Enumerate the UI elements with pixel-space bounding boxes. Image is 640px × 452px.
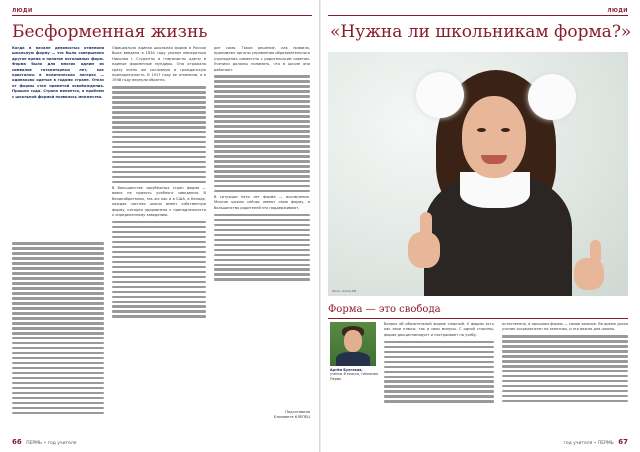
text-line [214,273,310,275]
text-line [12,412,104,414]
text-line [384,385,494,387]
text-line [12,377,104,379]
left-footer [12,438,77,446]
text-line [214,130,310,132]
text-line [214,85,310,87]
text-line [384,376,494,378]
portrait-caption [330,368,378,381]
text-line [214,155,310,157]
text-line [214,145,310,147]
text-line [12,252,104,254]
text-line [12,312,104,314]
text-line [112,176,206,178]
text-line [214,160,310,162]
right-header-rule [328,15,628,16]
text-line [214,105,310,107]
left-header-rule [12,15,312,16]
text-line [112,116,206,118]
text-line [112,231,206,233]
text-line [112,276,206,278]
text-line [12,357,104,359]
text-line [214,259,310,261]
text-line [214,120,310,122]
right-column-2-paragraph: естественно, в прошлом форма — самое важное. Во время урока ученик сосредоточен на занятиях, и это важно для школы. [502,322,628,332]
text-line [214,135,310,137]
text-line [112,271,206,273]
text-line [214,214,310,216]
text-line [384,351,494,353]
text-line [384,366,494,368]
text-line [12,262,104,264]
text-line [214,254,310,256]
text-line [112,101,206,103]
text-line [12,337,104,339]
left-column-1-filler [12,240,104,430]
text-line [384,395,494,397]
byline-label: Подготовила [285,410,310,414]
text-line [112,141,206,143]
text-line [214,100,310,102]
text-line [12,277,104,279]
right-subhead: Форма — это свобода [328,304,441,315]
byline [230,410,310,419]
text-line [214,249,310,251]
text-line [112,296,206,298]
column-2-paragraph-2: В большинстве зарубежных стран форма — вовсе не прихоть учебного заведения. В Великобритании, так же как и в США, в Канаде, каждая частная школа имеет собственную форму, которая приравнена к принадлежности к определенному заведению. [112,185,206,217]
text-line [214,268,310,270]
text-line [112,315,206,317]
right-page-number: 67 [618,438,628,446]
left-page-number: 66 [12,438,22,446]
text-line [502,385,628,387]
text-line [502,355,628,357]
text-line [384,341,494,343]
text-line [214,219,310,221]
text-line [214,90,310,92]
text-line [214,110,310,112]
text-line [112,126,206,128]
text-line [112,86,206,88]
text-line [112,291,206,293]
text-line [502,345,628,347]
schoolgirl-photo [328,52,628,296]
text-line [214,185,310,187]
column-3-paragraph: рит сама. Такое решение, как правило, принимают органы управления образовательного учреждения совместно с родительским советом. Ученики должны понимать, что в школе они работают. [214,46,310,72]
text-line [12,322,104,324]
lead-paragraph: Когда в начале девяностых отменили школьную форму — это было совершенно другое время и понятие поголовных форм. Форма была для многих одним из символов тоталитарных лет, как кристаллы в политических лагерях — одинаково одетые в годами стране. Отказ от формы стал приметой освобождения. Прошло года. Страна меняется, а проблем с школьной формой появилось множество. [12,46,104,99]
text-line [112,181,206,183]
text-line [112,241,206,243]
text-line [112,281,206,283]
text-line [112,301,206,303]
text-line [12,362,104,364]
portrait-name: Артём Булгаков, [330,368,363,372]
text-line [214,264,310,266]
text-line [112,236,206,238]
text-line [502,365,628,367]
text-line [214,229,310,231]
byline-name: Елизавета КЛЕПЕЦ [273,414,310,419]
text-line [502,360,628,362]
text-line [384,380,494,382]
right-headline: «Нужна ли школьникам форма?» [330,22,632,42]
text-line [502,380,628,382]
text-line [112,251,206,253]
text-line [12,302,104,304]
text-line [12,307,104,309]
portrait-face [344,330,362,352]
photo-hand-left [408,232,440,268]
text-line [112,146,206,148]
text-line [112,226,206,228]
photo-hand-right [574,258,604,290]
text-line [12,352,104,354]
text-line [214,180,310,182]
text-line [112,106,206,108]
text-line [12,267,104,269]
text-line [12,342,104,344]
text-line [214,224,310,226]
text-line [112,256,206,258]
text-line [112,136,206,138]
photo-eye-left [477,128,486,132]
text-line [112,121,206,123]
photo-eye-right [501,128,510,132]
portrait-role: ученик 8 класса, гимназия Пермь [330,372,379,381]
text-line [214,239,310,241]
text-line [12,287,104,289]
text-line [384,346,494,348]
text-line [12,402,104,404]
student-portrait [330,322,376,366]
text-line [502,390,628,392]
text-line [214,95,310,97]
text-line [214,140,310,142]
photo-credit: Фото: Агата.РФ [332,289,357,293]
text-line [502,350,628,352]
text-line [12,272,104,274]
column-2-paragraph: Официально единая школьная форма в России была введена в 1834 году указом императора Николая I. Студенты и гимназисты одеты в единые форменные мундиры. Она отражала сразу очень же сословную и гражданскую принадлежность. В 1917 году ее отменили, а в 1948 году вернули обратно. [112,46,206,83]
text-line [112,96,206,98]
text-line [112,221,206,223]
text-line [112,161,206,163]
text-line [214,278,310,280]
text-line [12,297,104,299]
text-line [384,400,494,402]
text-line [112,91,206,93]
text-line [12,257,104,259]
left-column-2 [112,46,206,430]
text-line [12,392,104,394]
text-line [12,372,104,374]
subhead-rule [328,318,628,319]
text-line [12,407,104,409]
text-line [12,317,104,319]
text-line [214,170,310,172]
text-line [214,175,310,177]
text-line [214,244,310,246]
text-line [112,156,206,158]
text-line [502,335,628,337]
text-line [502,400,628,402]
photo-face [462,96,526,178]
text-line [112,266,206,268]
text-line [502,370,628,372]
text-line [12,242,104,244]
text-line [112,305,206,307]
column-3-paragraph-2: В ситуации пяти лет форма — исключение. Многие школы сейчас имеют свою форму, и большинство родителей это поддерживают. [214,195,310,210]
text-line [502,395,628,397]
text-line [112,171,206,173]
text-line [112,111,206,113]
page-gutter [319,0,321,452]
right-footer-label: год учителя • ПЕРМЬ [563,441,614,446]
text-line [12,397,104,399]
text-line [214,165,310,167]
text-line [502,375,628,377]
text-line [112,131,206,133]
left-headline: Бесформенная жизнь [12,22,208,42]
right-footer [564,438,629,446]
text-line [214,125,310,127]
text-line [502,340,628,342]
text-line [112,310,206,312]
text-line [214,115,310,117]
right-column-2 [502,322,628,434]
text-line [12,332,104,334]
text-line [112,286,206,288]
text-line [12,367,104,369]
left-lead-column [12,46,104,236]
text-line [12,347,104,349]
text-line [214,190,310,192]
text-line [384,361,494,363]
left-section-tag: ЛЮДИ [12,8,33,14]
text-line [384,356,494,358]
text-line [112,261,206,263]
text-line [112,246,206,248]
text-line [12,382,104,384]
text-line [214,75,310,77]
text-line [214,234,310,236]
left-column-3 [214,46,310,406]
portrait-body [336,352,370,366]
right-column-1 [384,322,494,434]
photo-white-bow-right [528,74,576,120]
left-footer-label: ПЕРМЬ • год учителя [26,441,77,446]
text-line [12,292,104,294]
text-line [214,150,310,152]
right-section-tag: ЛЮДИ [607,8,628,14]
text-line [384,371,494,373]
text-line [384,390,494,392]
photo-white-bow-left [416,72,464,118]
text-line [214,80,310,82]
text-line [12,282,104,284]
text-line [112,166,206,168]
text-line [12,387,104,389]
right-column-1-paragraph: Вопрос об обязательной форме спорный. У формы есть как свои плюсы, так и свои минусы. С одной стороны, форма дисциплинирует и настраивает на учебу. [384,322,494,337]
text-line [112,151,206,153]
text-line [12,327,104,329]
text-line [12,247,104,249]
